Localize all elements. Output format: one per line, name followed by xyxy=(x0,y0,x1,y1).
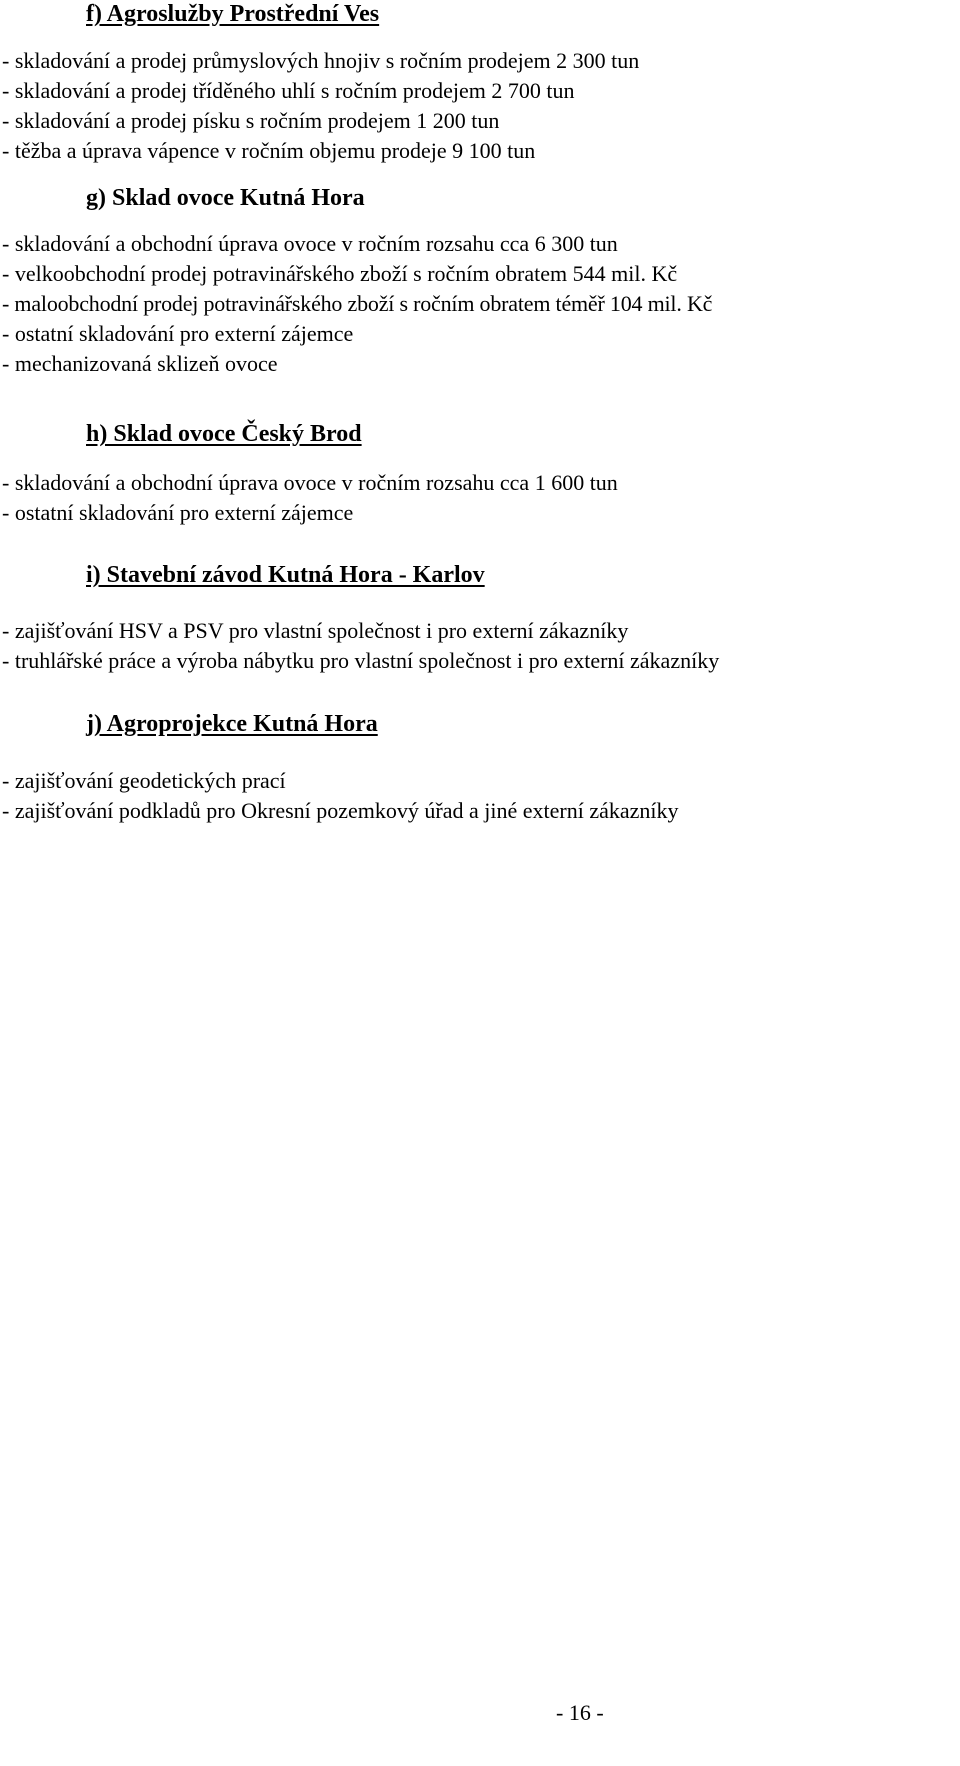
list-item: - zajišťování geodetických prací xyxy=(2,768,286,793)
list-item: - maloobchodní prodej potravinářského zboží s ročním obratem téměř 104 mil. Kč xyxy=(2,291,713,316)
list-item: - skladování a prodej tříděného uhlí s ročním prodejem 2 700 tun xyxy=(2,78,575,103)
section-heading-f: f) Agroslužby Prostřední Ves xyxy=(86,1,380,27)
list-item: - mechanizovaná sklizeň ovoce xyxy=(2,351,278,376)
page-number: - 16 - xyxy=(556,1700,604,1725)
list-item: - ostatní skladování pro externí zájemce xyxy=(2,321,354,346)
list-item: - ostatní skladování pro externí zájemce xyxy=(2,500,354,525)
list-item: - skladování a obchodní úprava ovoce v ročním rozsahu cca 6 300 tun xyxy=(2,231,618,256)
list-item: - zajišťování podkladů pro Okresní pozemkový úřad a jiné externí zákazníky xyxy=(2,798,679,823)
list-item: - skladování a obchodní úprava ovoce v ročním rozsahu cca 1 600 tun xyxy=(2,470,618,495)
list-item: - velkoobchodní prodej potravinářského zboží s ročním obratem 544 mil. Kč xyxy=(2,261,678,286)
section-heading-i: i) Stavební závod Kutná Hora - Karlov xyxy=(86,562,485,588)
list-item: - skladování a prodej průmyslových hnojiv s ročním prodejem 2 300 tun xyxy=(2,48,640,73)
section-heading-h: h) Sklad ovoce Český Brod xyxy=(86,421,362,447)
section-heading-j: j) Agroprojekce Kutná Hora xyxy=(86,711,378,737)
list-item: - skladování a prodej písku s ročním prodejem 1 200 tun xyxy=(2,108,500,133)
list-item: - zajišťování HSV a PSV pro vlastní společnost i pro externí zákazníky xyxy=(2,618,629,643)
section-heading-g: g) Sklad ovoce Kutná Hora xyxy=(86,185,365,211)
list-item: - truhlářské práce a výroba nábytku pro vlastní společnost i pro externí zákazníky xyxy=(2,648,720,673)
list-item: - těžba a úprava vápence v ročním objemu prodeje 9 100 tun xyxy=(2,138,536,163)
